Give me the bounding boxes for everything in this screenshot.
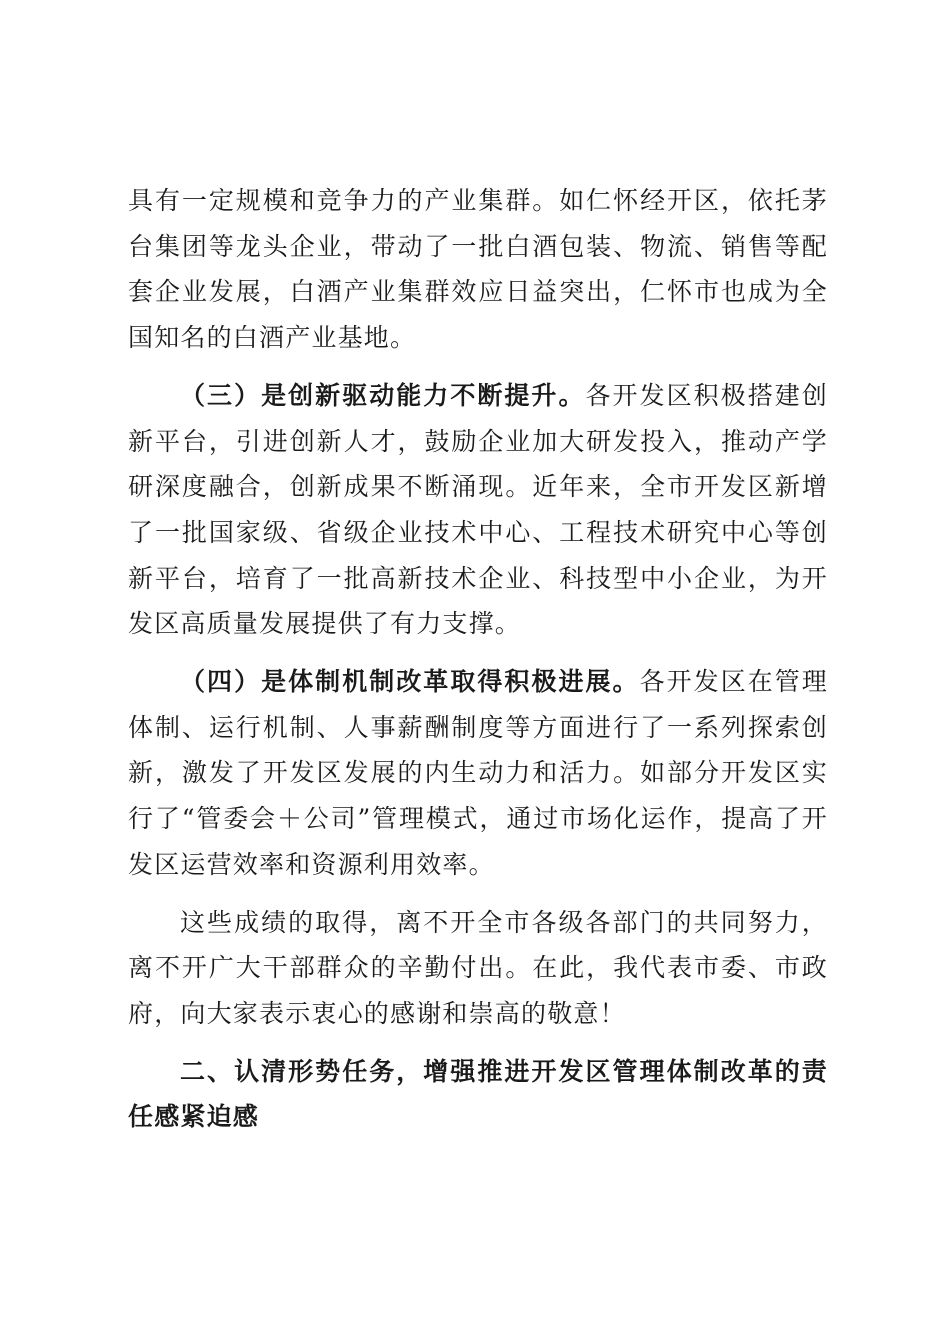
paragraph-lead: （四）是体制机制改革取得积极进展。 [180, 667, 640, 697]
paragraph-innovation [128, 373, 828, 647]
paragraph-reform [128, 659, 828, 888]
section-heading: 二、认清形势任务，增强推进开发区管理体制改革的责任感紧迫感 [128, 1056, 828, 1132]
paragraph-thanks [128, 900, 828, 1037]
paragraph-industry-cluster [128, 178, 828, 361]
document-page [128, 178, 828, 1140]
paragraph-text: 各开发区积极搭建创新平台，引进创新人才，鼓励企业加大研发投入，推动产学研深度融合，创新成果不断涌现。近年来，全市开发区新增了一批国家级、省级企业技术中心、工程技术研究中心等创新平台，培育了一批高新技术企业、科技型中小企业，为开发区高质量发展提供了有力支撑。 [128, 380, 828, 639]
paragraph-text: 各开发区在管理体制、运行机制、人事薪酬制度等方面进行了一系列探索创新，激发了开发区发展的内生动力和活力。如部分开发区实行了“管委会＋公司”管理模式，通过市场化运作，提高了开发区运营效率和资源利用效率。 [128, 667, 828, 879]
paragraph-text: 具有一定规模和竞争力的产业集群。如仁怀经开区，依托茅台集团等龙头企业，带动了一批白酒包装、物流、销售等配套企业发展，白酒产业集群效应日益突出，仁怀市也成为全国知名的白酒产业基地。 [128, 186, 828, 353]
paragraph-text: 这些成绩的取得，离不开全市各级各部门的共同努力，离不开广大干部群众的辛勤付出。在此，我代表市委、市政府，向大家表示衷心的感谢和崇高的敬意！ [128, 907, 828, 1028]
paragraph-lead: （三）是创新驱动能力不断提升。 [180, 380, 586, 410]
